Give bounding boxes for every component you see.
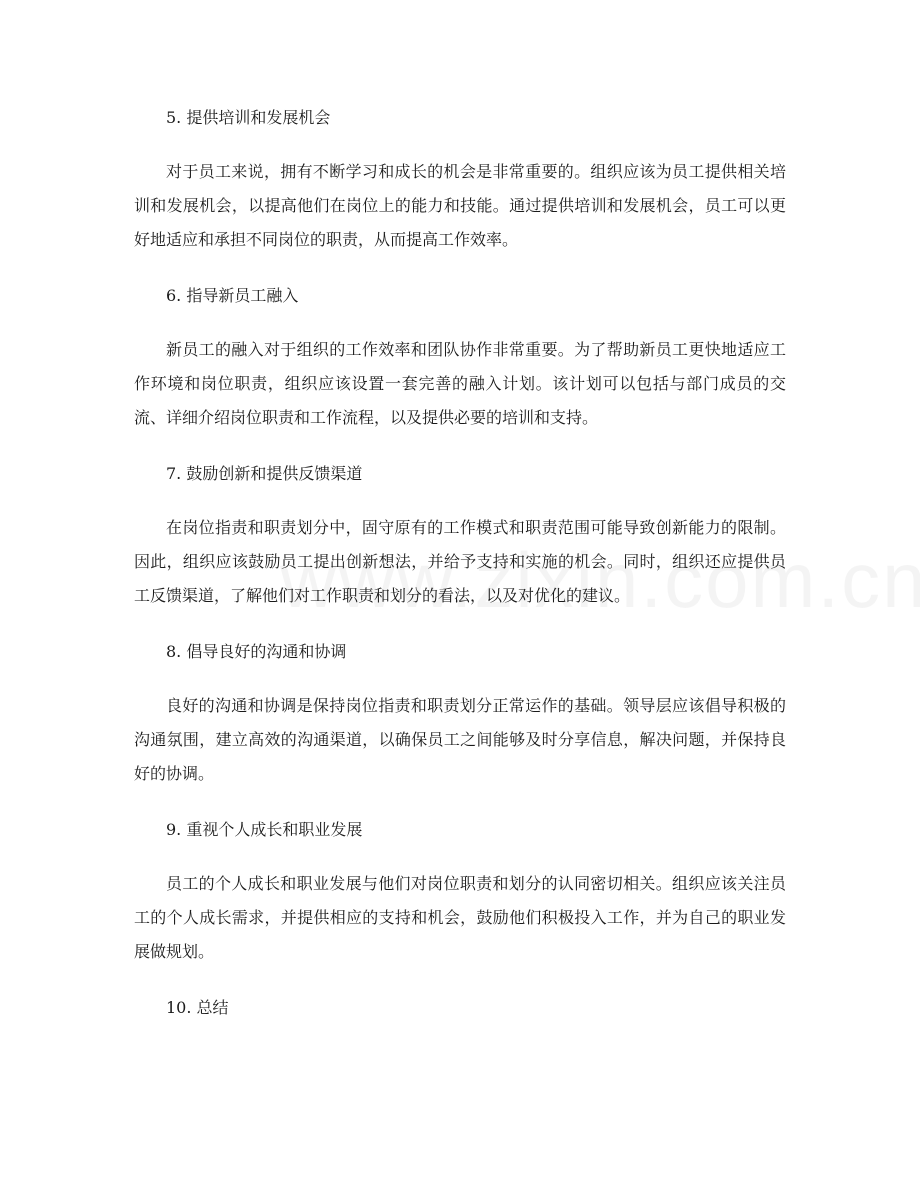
section-paragraph: 在岗位指责和职责划分中，固守原有的工作模式和职责范围可能导致创新能力的限制。因此，组织应该鼓励员工提出创新想法，并给予支持和实施的机会。同时，组织还应提供员工反馈渠道，了解他们对工作职责和划分的看法，以及对优化的建议。 xyxy=(134,518,786,605)
section-paragraph: 良好的沟通和协调是保持岗位指责和职责划分正常运作的基础。领导层应该倡导积极的沟通氛围，建立高效的沟通渠道，以确保员工之间能够及时分享信息，解决问题，并保持良好的协调。 xyxy=(134,696,786,783)
document-content xyxy=(134,103,786,1045)
section-heading: 9. 重视个人成长和职业发展 xyxy=(166,820,363,839)
section-paragraph: 新员工的融入对于组织的工作效率和团队协作非常重要。为了帮助新员工更快地适应工作环境和岗位职责，组织应该设置一套完善的融入计划。该计划可以包括与部门成员的交流、详细介绍岗位职责和工作流程，以及提供必要的培训和支持。 xyxy=(134,340,786,427)
section-paragraph: 员工的个人成长和职业发展与他们对岗位职责和划分的认同密切相关。组织应该关注员工的个人成长需求，并提供相应的支持和机会，鼓励他们积极投入工作，并为自己的职业发展做规划。 xyxy=(134,874,786,961)
section-paragraph: 对于员工来说，拥有不断学习和成长的机会是非常重要的。组织应该为员工提供相关培训和发展机会，以提高他们在岗位上的能力和技能。通过提供培训和发展机会，员工可以更好地适应和承担不同岗位的职责，从而提高工作效率。 xyxy=(134,162,786,249)
section-heading: 5. 提供培训和发展机会 xyxy=(166,108,331,127)
section-heading: 8. 倡导良好的沟通和协调 xyxy=(166,642,347,661)
section-heading: 7. 鼓励创新和提供反馈渠道 xyxy=(166,464,363,483)
section-heading: 10. 总结 xyxy=(166,998,229,1017)
section-heading: 6. 指导新员工融入 xyxy=(166,286,299,305)
